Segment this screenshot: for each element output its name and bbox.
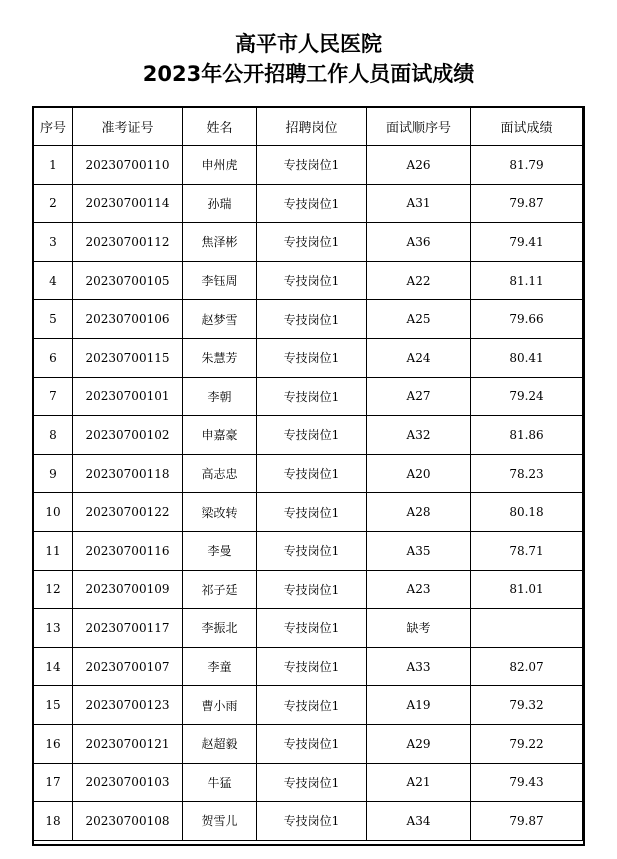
cell-position: 专技岗位1 bbox=[257, 570, 367, 609]
cell-order: A21 bbox=[367, 763, 471, 802]
cell-exam-id: 20230700118 bbox=[73, 454, 183, 493]
cell-seq: 8 bbox=[34, 416, 73, 455]
table-row bbox=[34, 493, 583, 532]
cell-score: 80.41 bbox=[471, 338, 583, 377]
cell-exam-id: 20230700101 bbox=[73, 377, 183, 416]
cell-seq: 11 bbox=[34, 531, 73, 570]
cell-name: 曹小雨 bbox=[183, 686, 257, 725]
cell-order: A28 bbox=[367, 493, 471, 532]
cell-exam-id: 20230700115 bbox=[73, 338, 183, 377]
cell-position: 专技岗位1 bbox=[257, 686, 367, 725]
cell-seq: 1 bbox=[34, 146, 73, 185]
cell-name: 牛猛 bbox=[183, 763, 257, 802]
cell-exam-id: 20230700107 bbox=[73, 647, 183, 686]
cell-order: A22 bbox=[367, 261, 471, 300]
table-row bbox=[34, 416, 583, 455]
cell-position: 专技岗位1 bbox=[257, 609, 367, 648]
cell-name: 李朝 bbox=[183, 377, 257, 416]
cell-position: 专技岗位1 bbox=[257, 454, 367, 493]
table-row bbox=[34, 377, 583, 416]
cell-exam-id: 20230700106 bbox=[73, 300, 183, 339]
table-row bbox=[34, 802, 583, 841]
cell-order: A36 bbox=[367, 223, 471, 262]
table-row bbox=[34, 223, 583, 262]
cell-name: 李振北 bbox=[183, 609, 257, 648]
cell-score: 79.32 bbox=[471, 686, 583, 725]
cell-position: 专技岗位1 bbox=[257, 802, 367, 841]
cell-seq: 18 bbox=[34, 802, 73, 841]
cell-order: A32 bbox=[367, 416, 471, 455]
cell-seq: 9 bbox=[34, 454, 73, 493]
table-row bbox=[34, 647, 583, 686]
cell-seq: 14 bbox=[34, 647, 73, 686]
cell-exam-id: 20230700108 bbox=[73, 802, 183, 841]
cell-score: 79.24 bbox=[471, 377, 583, 416]
cell-score: 81.79 bbox=[471, 146, 583, 185]
cell-name: 李童 bbox=[183, 647, 257, 686]
cell-seq: 12 bbox=[34, 570, 73, 609]
cell-score: 78.23 bbox=[471, 454, 583, 493]
cell-order: A25 bbox=[367, 300, 471, 339]
cell-order: A23 bbox=[367, 570, 471, 609]
cell-score: 78.71 bbox=[471, 531, 583, 570]
cell-exam-id: 20230700123 bbox=[73, 686, 183, 725]
cell-name: 贺雪儿 bbox=[183, 802, 257, 841]
cell-name: 高志忠 bbox=[183, 454, 257, 493]
table-row bbox=[34, 184, 583, 223]
cell-position: 专技岗位1 bbox=[257, 763, 367, 802]
cell-order: A29 bbox=[367, 724, 471, 763]
cell-exam-id: 20230700116 bbox=[73, 531, 183, 570]
cell-score: 79.43 bbox=[471, 763, 583, 802]
table-row bbox=[34, 763, 583, 802]
cell-seq: 3 bbox=[34, 223, 73, 262]
table-row bbox=[34, 570, 583, 609]
cell-position: 专技岗位1 bbox=[257, 647, 367, 686]
table-row bbox=[34, 261, 583, 300]
cell-exam-id: 20230700110 bbox=[73, 146, 183, 185]
table-row bbox=[34, 609, 583, 648]
cell-name: 李曼 bbox=[183, 531, 257, 570]
header-order: 面试顺序号 bbox=[367, 108, 471, 146]
cell-order: A27 bbox=[367, 377, 471, 416]
cell-name: 赵超毅 bbox=[183, 724, 257, 763]
cell-name: 朱慧芳 bbox=[183, 338, 257, 377]
page-subtitle: 2023年公开招聘工作人员面试成绩 bbox=[142, 62, 475, 86]
cell-order: A31 bbox=[367, 184, 471, 223]
table-row bbox=[34, 724, 583, 763]
cell-position: 专技岗位1 bbox=[257, 261, 367, 300]
table-header-row bbox=[34, 108, 583, 146]
cell-score: 79.66 bbox=[471, 300, 583, 339]
cell-position: 专技岗位1 bbox=[257, 184, 367, 223]
cell-seq: 17 bbox=[34, 763, 73, 802]
cell-position: 专技岗位1 bbox=[257, 377, 367, 416]
cell-position: 专技岗位1 bbox=[257, 531, 367, 570]
header-position: 招聘岗位 bbox=[257, 108, 367, 146]
cell-order: A35 bbox=[367, 531, 471, 570]
cell-order: A24 bbox=[367, 338, 471, 377]
cell-exam-id: 20230700122 bbox=[73, 493, 183, 532]
cell-score: 79.22 bbox=[471, 724, 583, 763]
cell-score: 82.07 bbox=[471, 647, 583, 686]
cell-score: 81.01 bbox=[471, 570, 583, 609]
cell-seq: 5 bbox=[34, 300, 73, 339]
header-name: 姓名 bbox=[183, 108, 257, 146]
cell-seq: 2 bbox=[34, 184, 73, 223]
table-row bbox=[34, 146, 583, 185]
table-row bbox=[34, 686, 583, 725]
cell-exam-id: 20230700103 bbox=[73, 763, 183, 802]
cell-name: 祁子廷 bbox=[183, 570, 257, 609]
header-exam-id: 准考证号 bbox=[73, 108, 183, 146]
cell-order: 缺考 bbox=[367, 609, 471, 648]
cell-exam-id: 20230700114 bbox=[73, 184, 183, 223]
cell-position: 专技岗位1 bbox=[257, 416, 367, 455]
cell-seq: 10 bbox=[34, 493, 73, 532]
cell-position: 专技岗位1 bbox=[257, 338, 367, 377]
cell-score: 79.87 bbox=[471, 184, 583, 223]
cell-name: 申州虎 bbox=[183, 146, 257, 185]
cell-exam-id: 20230700112 bbox=[73, 223, 183, 262]
cell-order: A19 bbox=[367, 686, 471, 725]
cell-position: 专技岗位1 bbox=[257, 146, 367, 185]
cell-score: 79.41 bbox=[471, 223, 583, 262]
table-row bbox=[34, 338, 583, 377]
cell-name: 申嘉豪 bbox=[183, 416, 257, 455]
cell-exam-id: 20230700102 bbox=[73, 416, 183, 455]
cell-name: 梁改转 bbox=[183, 493, 257, 532]
cell-score: 80.18 bbox=[471, 493, 583, 532]
cell-position: 专技岗位1 bbox=[257, 724, 367, 763]
cell-exam-id: 20230700121 bbox=[73, 724, 183, 763]
cell-exam-id: 20230700117 bbox=[73, 609, 183, 648]
header-seq: 序号 bbox=[34, 108, 73, 146]
cell-position: 专技岗位1 bbox=[257, 223, 367, 262]
cell-order: A20 bbox=[367, 454, 471, 493]
cell-score: 79.87 bbox=[471, 802, 583, 841]
cell-seq: 13 bbox=[34, 609, 73, 648]
table-row bbox=[34, 531, 583, 570]
cell-position: 专技岗位1 bbox=[257, 300, 367, 339]
cell-seq: 15 bbox=[34, 686, 73, 725]
cell-seq: 7 bbox=[34, 377, 73, 416]
table-body bbox=[34, 146, 583, 841]
table-row bbox=[34, 300, 583, 339]
cell-position: 专技岗位1 bbox=[257, 493, 367, 532]
cell-score bbox=[471, 609, 583, 648]
cell-name: 焦泽彬 bbox=[183, 223, 257, 262]
cell-order: A26 bbox=[367, 146, 471, 185]
cell-name: 孙瑞 bbox=[183, 184, 257, 223]
cell-score: 81.11 bbox=[471, 261, 583, 300]
cell-name: 李钰周 bbox=[183, 261, 257, 300]
cell-name: 赵梦雪 bbox=[183, 300, 257, 339]
cell-order: A33 bbox=[367, 647, 471, 686]
cell-seq: 6 bbox=[34, 338, 73, 377]
table-row bbox=[34, 454, 583, 493]
cell-seq: 4 bbox=[34, 261, 73, 300]
page-title: 高平市人民医院 bbox=[235, 32, 382, 56]
cell-order: A34 bbox=[367, 802, 471, 841]
cell-seq: 16 bbox=[34, 724, 73, 763]
interview-score-table bbox=[33, 107, 583, 841]
cell-exam-id: 20230700105 bbox=[73, 261, 183, 300]
cell-exam-id: 20230700109 bbox=[73, 570, 183, 609]
cell-score: 81.86 bbox=[471, 416, 583, 455]
header-score: 面试成绩 bbox=[471, 108, 583, 146]
